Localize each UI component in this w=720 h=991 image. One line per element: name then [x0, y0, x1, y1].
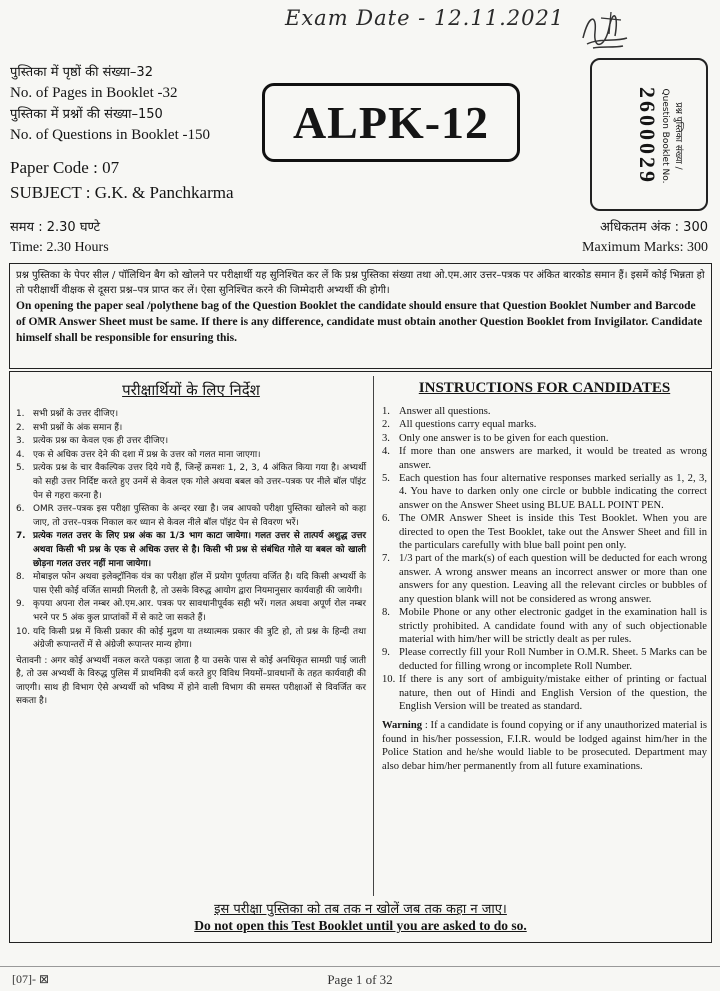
- pages-count-hindi: पुस्तिका में पृष्ठों की संख्या–32: [10, 65, 153, 80]
- time-hindi: समय : 2.30 घण्टे: [10, 220, 101, 235]
- list-item: [16, 530, 366, 571]
- list-item: [16, 422, 366, 436]
- item-text: Only one answer is to be given for each question.: [399, 432, 609, 444]
- item-number: 2.: [16, 422, 25, 433]
- item-text: Please correctly fill your Roll Number in O.M.R. Sheet. 5 Marks can be deducted for filling wrong or incomplete Roll Number.: [399, 647, 707, 672]
- item-text: प्रत्येक प्रश्न का केवल एक ही उत्तर दीजिए।: [33, 436, 169, 447]
- item-text: Answer all questions.: [399, 406, 491, 417]
- time-english: Time: 2.30 Hours: [10, 240, 109, 255]
- list-item: [16, 449, 366, 463]
- item-text: सभी प्रश्नों के अंक समान हैं।: [33, 422, 123, 433]
- serial-label-english: Question Booklet No.: [660, 88, 670, 184]
- handwritten-signature: [575, 8, 631, 54]
- footer-rule: [0, 966, 720, 967]
- marks-hindi: अधिकतम अंक : 300: [600, 220, 708, 235]
- item-text: प्रत्येक गलत उत्तर के लिए प्रश्न अंक का 1/3 भाग काटा जायेगा। गलत उत्तर से तात्पर्य अशुद्ध उत्तर अथवा किसी भी प्रश्न के एक से अधिक उत्तर से है। किसी भी प्रश्न से संबंधित गोले या बबल को खाली छोड़ना गलत उत्तर नहीं माना जायेगा।: [33, 531, 366, 569]
- item-text: If more than one answers are marked, it would be treated as wrong answer.: [399, 446, 707, 471]
- list-item: [382, 405, 707, 418]
- list-item: [382, 646, 707, 673]
- list-item: [16, 408, 366, 422]
- warning-text: : If a candidate is found copying or if any unauthorized material is found in his/her possession, F.I.R. would be lodged against him/her in the Police Station and he/she would liable to be prosecuted. Department may also debar him/her permanently from all future examinations.: [382, 720, 707, 772]
- item-number: 6.: [16, 504, 25, 515]
- serial-label-hindi: प्रश्न पुस्तिका संख्या /: [673, 102, 683, 170]
- item-text: सभी प्रश्नों के उत्तर दीजिए।: [33, 409, 119, 419]
- item-number: 9.: [16, 599, 25, 610]
- item-number: 6.: [382, 513, 390, 525]
- item-text: If there is any sort of ambiguity/mistake either of printing or factual nature, then out of Hindi and English Version of the question, the English Version will be treated as standard.: [399, 674, 707, 712]
- item-number: 7.: [382, 553, 390, 565]
- item-number: 1.: [16, 409, 25, 419]
- list-item: [16, 462, 366, 503]
- item-text: मोबाइल फोन अथवा इलेक्ट्रॉनिक यंत्र का परीक्षा हॉल में प्रयोग पूर्णतया वर्जित है। यदि किसी अभ्यर्थी के पास ऐसी कोई वर्जित सामग्री मिलती है, तो उसके विरुद्ध आयोग द्वारा नियमानुसार कार्यवाही की जायेगी।: [33, 572, 366, 596]
- list-item: [16, 571, 366, 598]
- list-item: [382, 445, 707, 472]
- item-text: All questions carry equal marks.: [399, 419, 537, 431]
- question-booklet-number: 2600029: [635, 87, 660, 185]
- item-number: 3.: [16, 436, 25, 447]
- item-number: 5.: [382, 473, 390, 485]
- questions-count: No. of Questions in Booklet -150: [10, 127, 210, 143]
- marks-info: [582, 218, 708, 258]
- seal-notice-hindi: प्रश्न पुस्तिका के पेपर सील / पॉलिथिन बैग को खोलने पर परीक्षार्थी यह सुनिश्चित कर लें कि प्रश्न पुस्तिका संख्या तथा ओ.एम.आर उत्तर–पत्रक पर अंकित बारकोड समान हैं। इसमें कोई भिन्नता हो तो परीक्षार्थी वीक्षक से दूसरा प्रश्न–पत्र प्राप्त कर लें। ऐसा सुनिश्चित करने की जिम्मेदारी अभ्यर्थी की होगी।: [16, 270, 705, 296]
- item-text: OMR उत्तर–पत्रक इस परीक्षा पुस्तिका के अन्दर रखा है। जब आपको परीक्षा पुस्तिका खोलने को कहा जाए, तो उत्तर–पत्रक निकाल कर ध्यान से केवल नीले बॉल पॉइंट पेन से विवरण भरें।: [33, 504, 366, 528]
- instructions-hindi-heading: परीक्षार्थियों के लिए निर्देश: [122, 381, 260, 399]
- list-item: [382, 673, 707, 713]
- item-number: 9.: [382, 647, 390, 659]
- list-item: [382, 552, 707, 606]
- page-number: Page 1 of 32: [327, 972, 393, 987]
- pages-count: No. of Pages in Booklet -32: [10, 85, 178, 101]
- item-number: 5.: [16, 463, 25, 474]
- item-text: एक से अधिक उत्तर देने की दशा में प्रश्न के उत्तर को गलत माना जाएगा।: [33, 449, 261, 460]
- list-item: [382, 512, 707, 552]
- item-number: 7.: [16, 531, 26, 542]
- item-text: 1/3 part of the mark(s) of each question will be deducted for each wrong answer. A wrong answer means an incorrect answer or more than one answers for any question. Leaving all the relevant circles or bubbles of any question blank will not be considered as wrong answer.: [399, 553, 707, 605]
- item-number: 3.: [382, 432, 390, 444]
- warning-label: Warning: [382, 720, 423, 732]
- do-not-open-english: Do not open this Test Booklet until you are asked to do so.: [194, 918, 527, 933]
- list-item: [16, 598, 366, 625]
- item-number: 10.: [382, 674, 396, 686]
- subject: SUBJECT : G.K. & Panchkarma: [10, 183, 234, 202]
- instructions-hindi: [16, 380, 366, 709]
- item-text: Mobile Phone or any other electronic gadget in the examination hall is strictly prohibited. A candidate found with any of such objectionable material with him/her will be strictly dealt as per rules.: [399, 607, 707, 645]
- instructions-english-heading: INSTRUCTIONS FOR CANDIDATES: [418, 380, 671, 396]
- item-number: 4.: [382, 446, 390, 458]
- item-text: कृपया अपना रोल नम्बर ओ.एम.आर. पत्रक पर सावधानीपूर्वक सही भरें। गलत अथवा अपूर्ण रोल नम्बर भरने पर 5 अंक कुल प्राप्तांकों में से काटे जा सकते हैं।: [33, 599, 366, 623]
- list-item: [382, 432, 707, 445]
- item-number: 1.: [382, 406, 390, 417]
- list-item: [16, 435, 366, 449]
- seal-notice: [9, 263, 712, 369]
- footer-code-mark: [07]- ⊠: [12, 972, 50, 986]
- list-item: [382, 472, 707, 512]
- seal-notice-english: On opening the paper seal /polythene bag of the Question Booklet the candidate should ensure that Question Booklet Number and Barcode of OMR Answer Sheet must be same. If there is any difference, candidate must obtain another Question Booklet from Invigilator. Candidate himself shall be responsible for ensuring this.: [16, 300, 703, 344]
- booklet-code: ALPK-12: [262, 83, 520, 162]
- warning-english: [382, 719, 707, 773]
- do-not-open-hindi: इस परीक्षा पुस्तिका को तब तक न खोलें जब तक कहा न जाए।: [214, 902, 507, 917]
- item-text: Each question has four alternative responses marked serially as 1, 2, 3, 4. You have to darken only one circle or bubble indicating the correct answer on the Answer Sheet using BLUE BALL POINT PEN.: [399, 473, 707, 511]
- item-text: प्रत्येक प्रश्न के चार वैकल्पिक उत्तर दिये गये हैं, जिन्हें क्रमशः 1, 2, 3, 4 अंकित किया गया है। अभ्यर्थी को सही उत्तर निर्दिष्ट करते हुए उनमें से केवल एक गोले अथवा बबल को उत्तर–पत्रक पर नीले बॉल पॉइंट पेन से गहरा करना है।: [33, 463, 366, 501]
- item-number: 10.: [16, 626, 31, 637]
- item-text: The OMR Answer Sheet is inside this Test Booklet. When you are directed to open the Test Booklet, take out the Answer Sheet and fill in the particulars carefully with blue ball point pen only.: [399, 513, 707, 552]
- questions-count-hindi: पुस्तिका में प्रश्नों की संख्या–150: [10, 107, 163, 122]
- paper-code: Paper Code : 07: [10, 158, 120, 177]
- list-item: [16, 503, 366, 530]
- list-item: [382, 606, 707, 646]
- item-number: 8.: [382, 607, 390, 619]
- item-number: 8.: [16, 572, 25, 583]
- serial-label: [656, 66, 684, 206]
- time-info: [10, 218, 109, 258]
- list-item: [382, 418, 707, 431]
- marks-english: Maximum Marks: 300: [582, 240, 708, 255]
- list-item: [16, 626, 366, 653]
- column-divider: [373, 376, 374, 896]
- item-number: 2.: [382, 419, 390, 431]
- paper-info: [10, 155, 234, 205]
- instructions-english: [382, 380, 707, 773]
- item-number: 4.: [16, 449, 25, 460]
- item-text: यदि किसी प्रश्न में किसी प्रकार की कोई मुद्रण या तथ्यात्मक प्रकार की त्रुटि हो, तो प्रश्न के हिन्दी तथा अंग्रेजी रूपान्तरों में से अंग्रेजी रूपान्तर मान्य होगा।: [33, 626, 366, 651]
- warning-hindi: चेतावनी : अगर कोई अभ्यर्थी नकल करते पकड़ा जाता है या उसके पास से कोई अनधिकृत सामग्री पाई जाती है, तो उस अभ्यर्थी के विरुद्ध पुलिस में प्राथमिकी दर्ज करते हुए विविध नियमों–प्रावधानों के तहत कार्यवाही की जाएगी। साथ ही विभाग ऐसे अभ्यर्थी को भविष्य में होने वाली विभाग की समस्त परीक्षाओं से विवर्जित कर सकता है।: [16, 655, 366, 707]
- handwritten-exam-date: Exam Date - 12.11.2021: [285, 6, 565, 30]
